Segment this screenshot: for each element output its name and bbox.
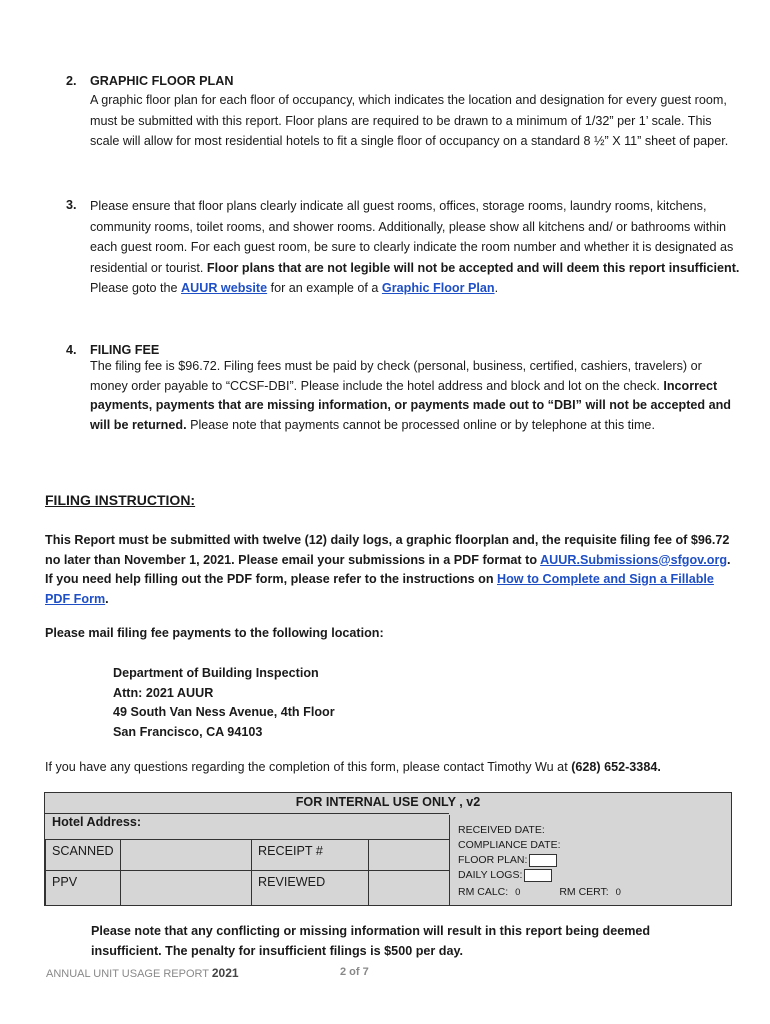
reviewed-field[interactable] (368, 870, 450, 906)
filing-text: This Report must be submitted with twelve (12) daily logs, a graphic floorplan and, the requisite filing fee of $96.72 no later than November 1, 2021. Please email your submissions in a PDF format to (45, 533, 730, 567)
item-graphic-floor-plan (90, 74, 740, 152)
mailing-address (113, 664, 335, 742)
how-to-complete-link[interactable]: How to Complete and Sign a Fillable PDF Form (45, 572, 714, 606)
floor-plan-checkbox[interactable] (529, 854, 557, 867)
filing-paragraph (45, 531, 735, 609)
item-title: GRAPHIC FLOOR PLAN (90, 74, 234, 88)
received-date-label: RECEIVED DATE: (458, 824, 545, 836)
ppv-field[interactable] (120, 870, 252, 906)
item-tail2: for an example of a (270, 281, 379, 295)
item-body: A graphic floor plan for each floor of occupancy, which indicates the location and designation for every guest room, must be submitted with this report. Floor plans are required to be drawn to a minimum of 1/32” per 1’ scale. This scale will allow for most residential hotels to fit a single floor of occupancy on a standard 8 ½” X 11” sheet of paper. (90, 93, 729, 148)
rm-calc-label: RM CALC: (458, 886, 509, 898)
rm-cert-value: 0 (615, 887, 621, 898)
address-line: Department of Building Inspection (113, 666, 319, 680)
address-line: 49 South Van Ness Avenue, 4th Floor (113, 705, 335, 719)
compliance-date-label: COMPLIANCE DATE: (458, 839, 561, 851)
address-line: Attn: 2021 AUUR (113, 685, 214, 700)
item-tail: Please note that payments cannot be processed online or by telephone at this time. (190, 417, 655, 432)
filing-text-2: . If you need help filling out the PDF form, please refer to the instructions on (45, 552, 731, 586)
item-body: The filing fee is $96.72. Filing fees must be paid by check (personal, business, certified, cashiers, travelers) or money order payable to “CCSF-DBI”. Please include the hotel address and block and lot on the check. (90, 359, 702, 393)
submission-email-link[interactable]: AUUR.Submissions@sfgov.org (540, 552, 728, 567)
address-line: San Francisco, CA 94103 (113, 724, 263, 739)
internal-title: FOR INTERNAL USE ONLY , v2 (295, 795, 481, 809)
floor-plan-label: FLOOR PLAN: (458, 854, 528, 866)
graphic-floor-plan-link[interactable]: Graphic Floor Plan (381, 281, 495, 295)
hotel-address-label: Hotel Address: (52, 815, 142, 829)
item-end: . (494, 281, 499, 295)
contact-phone: (628) 652-3384. (571, 760, 661, 774)
receipt-label: RECEIPT # (251, 839, 369, 871)
item-number-4: 4. (66, 343, 77, 357)
date-panel (449, 815, 731, 905)
footer-report-title (46, 966, 239, 980)
ppv-label: PPV (45, 870, 121, 906)
scanned-field[interactable] (120, 839, 252, 871)
reviewed-label: REVIEWED (251, 870, 369, 906)
item-floor-plan-requirements (90, 196, 740, 299)
item-number-2: 2. (66, 74, 77, 88)
penalty-note: Please note that any conflicting or missing information will result in this report being deemed insufficient. The penalty for insufficient filings is $500 per day. (91, 924, 651, 958)
contact-line (45, 760, 745, 774)
item-bold-warning: Incorrect payments, payments that are missing information, or payments made out to “DBI” will not be accepted and will be returned. (90, 378, 732, 432)
item-filing-fee (90, 343, 740, 435)
receipt-field[interactable] (368, 839, 450, 871)
item-number-3: 3. (66, 198, 77, 212)
footer-report: ANNUAL UNIT USAGE REPORT (46, 968, 209, 980)
auur-website-link[interactable]: AUUR website (181, 281, 268, 295)
daily-logs-label: DAILY LOGS: (458, 869, 523, 881)
daily-logs-checkbox[interactable] (524, 869, 552, 882)
footer-year: 2021 (211, 966, 239, 980)
item-tail: Please goto the (90, 281, 178, 295)
item-bold-warning: Floor plans that are not legible will not be accepted and will deem this report insufficient. (206, 260, 740, 275)
divider (45, 813, 449, 814)
mail-instruction: Please mail filing fee payments to the following location: (45, 626, 384, 640)
internal-use-box (44, 792, 732, 906)
item-title: FILING FEE (90, 343, 160, 357)
item-body: Please ensure that floor plans clearly indicate all guest rooms, offices, storage rooms, laundry rooms, kitchens, community rooms, toilet rooms, and shower rooms. Additionally, please show all kitchens and/ or bathrooms within each guest room. For each guest room, be sure to clearly indicate the room number and whether it is designated as residential or tourist. (90, 199, 734, 275)
filing-end: . (105, 591, 109, 606)
rm-cert-label: RM CERT: (559, 886, 609, 898)
contact-text: If you have any questions regarding the completion of this form, please contact Timothy Wu at (45, 760, 568, 774)
rm-calc-value: 0 (515, 887, 521, 898)
filing-instruction-heading: FILING INSTRUCTION: (45, 492, 196, 508)
scanned-label: SCANNED (45, 839, 121, 871)
footer-page-number: 2 of 7 (340, 966, 369, 978)
